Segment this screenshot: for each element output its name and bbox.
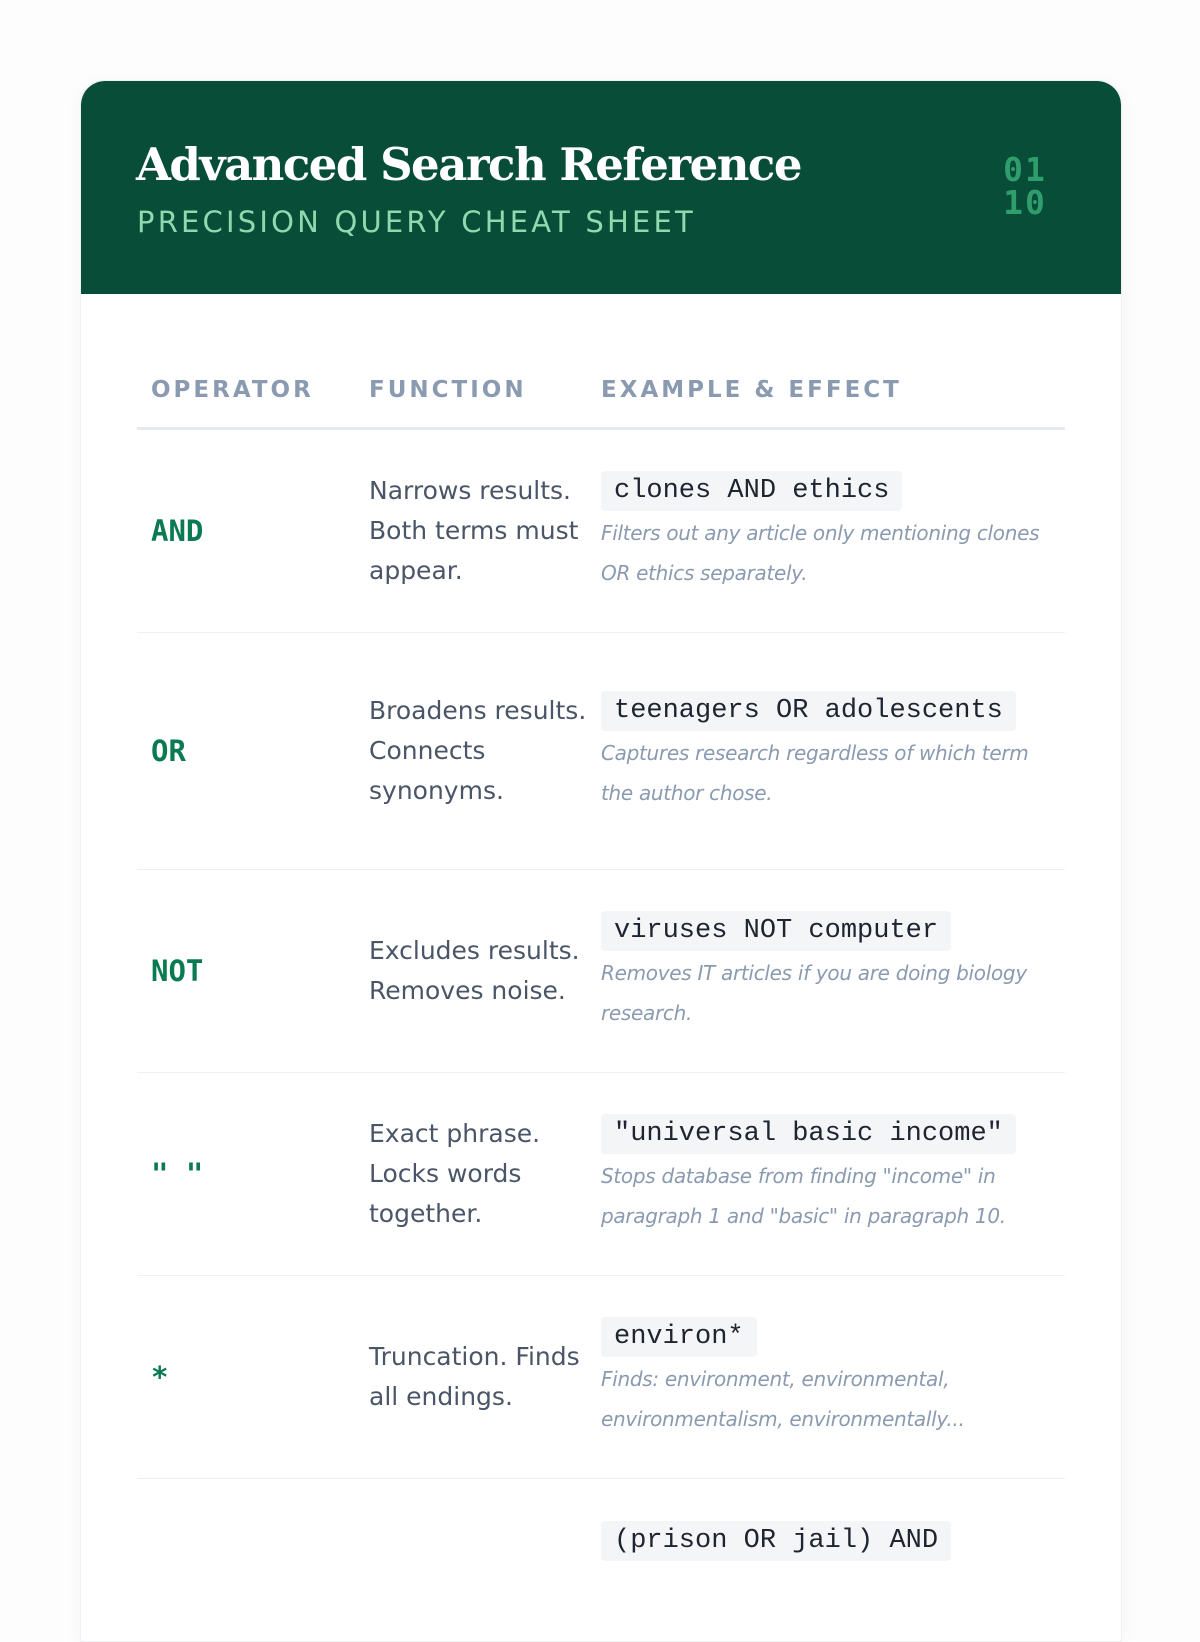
table-row-nesting bbox=[137, 1479, 1065, 1639]
example-cell bbox=[601, 1519, 1065, 1561]
function-cell: Truncation. Finds all endings. bbox=[369, 1342, 580, 1411]
example-query: environ* bbox=[601, 1317, 757, 1357]
reference-card bbox=[80, 80, 1122, 1642]
column-header-operator: OPERATOR bbox=[151, 377, 314, 403]
table-row-truncation bbox=[137, 1276, 1065, 1479]
logo-line-bottom: 10 bbox=[1003, 183, 1047, 222]
table-header bbox=[137, 361, 1065, 430]
example-cell bbox=[601, 1315, 1065, 1439]
page-title: Advanced Search Reference bbox=[136, 138, 801, 191]
operator-cell: " " bbox=[151, 1157, 204, 1191]
operator-cell: OR bbox=[151, 734, 186, 768]
page-subtitle: PRECISION QUERY CHEAT SHEET bbox=[137, 205, 696, 239]
example-effect: Stops database from finding "income" in paragraph 1 and "basic" in paragraph 10. bbox=[601, 1164, 1006, 1228]
operator-table bbox=[137, 361, 1065, 1639]
example-query: viruses NOT computer bbox=[601, 911, 951, 951]
example-query: "universal basic income" bbox=[601, 1114, 1016, 1154]
example-effect: Removes IT articles if you are doing biology research. bbox=[601, 961, 1027, 1025]
operator-cell: NOT bbox=[151, 954, 204, 988]
binary-logo-icon bbox=[995, 150, 1055, 222]
operator-cell: * bbox=[151, 1360, 169, 1394]
function-cell: Excludes results. Removes noise. bbox=[369, 936, 580, 1005]
example-effect: Filters out any article only mentioning clones OR ethics separately. bbox=[601, 521, 1040, 585]
table-row-or bbox=[137, 633, 1065, 870]
example-query: clones AND ethics bbox=[601, 471, 902, 511]
column-header-function: FUNCTION bbox=[369, 377, 527, 403]
example-cell bbox=[601, 1112, 1065, 1236]
function-cell: Exact phrase. Locks words together. bbox=[369, 1119, 541, 1228]
example-cell bbox=[601, 469, 1065, 593]
example-cell bbox=[601, 909, 1065, 1033]
function-cell: Narrows results. Both terms must appear. bbox=[369, 476, 579, 585]
example-effect: Captures research regardless of which term the author chose. bbox=[601, 741, 1029, 805]
example-cell bbox=[601, 689, 1065, 813]
table-row-not bbox=[137, 870, 1065, 1073]
example-query: (prison OR jail) AND bbox=[601, 1521, 951, 1561]
operator-cell: AND bbox=[151, 514, 204, 548]
logo-line-top: 01 bbox=[1003, 150, 1047, 189]
function-cell: Broadens results. Connects synonyms. bbox=[369, 696, 587, 805]
table-row-quotes bbox=[137, 1073, 1065, 1276]
table-row-and bbox=[137, 430, 1065, 633]
card-header bbox=[81, 81, 1121, 294]
example-effect: Finds: environment, environmental, environmentalism, environmentally... bbox=[601, 1367, 965, 1431]
example-query: teenagers OR adolescents bbox=[601, 691, 1016, 731]
column-header-example: EXAMPLE & EFFECT bbox=[601, 377, 902, 403]
